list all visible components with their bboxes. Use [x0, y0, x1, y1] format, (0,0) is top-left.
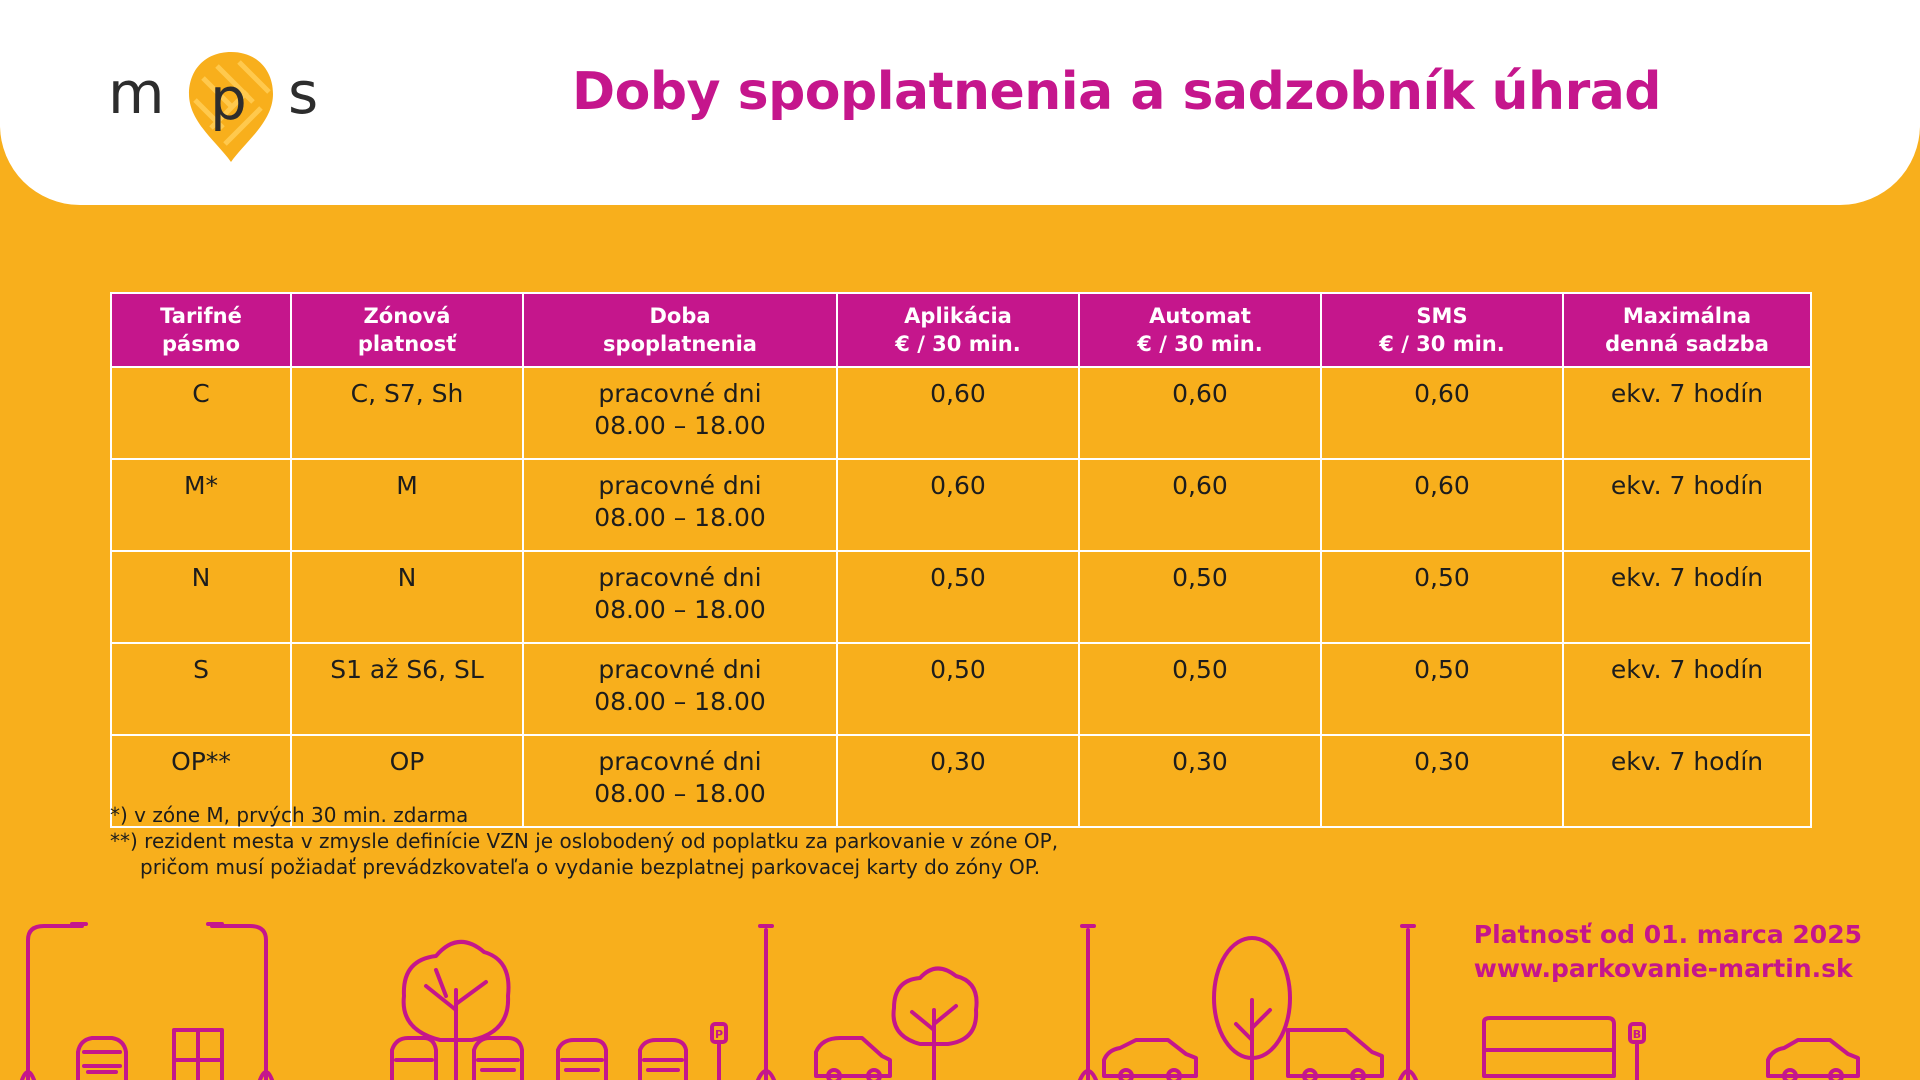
- logo-letter-s: s: [288, 59, 319, 127]
- cell-machine-price: 0,50: [1079, 643, 1321, 735]
- page-title: Doby spoplatnenia a sadzobník úhrad: [572, 62, 1662, 122]
- logo-letter-p: p: [210, 65, 247, 133]
- cell-zone: C: [111, 367, 291, 459]
- table-row: [111, 643, 1811, 735]
- footnote-zone-m: *) v zóne M, prvých 30 min. zdarma: [110, 803, 469, 827]
- column-header-tariff-zone: Tarifné pásmo: [111, 293, 291, 367]
- cell-sms-price: 0,60: [1321, 367, 1563, 459]
- car-front-icon: [558, 1040, 606, 1080]
- table-row: [111, 459, 1811, 551]
- cell-max-daily: ekv. 7 hodín: [1563, 551, 1811, 643]
- tree-icon: [894, 968, 977, 1080]
- cell-sms-price: 0,30: [1321, 735, 1563, 827]
- column-header-app-price: Aplikácia € / 30 min.: [837, 293, 1079, 367]
- cell-zone: M*: [111, 459, 291, 551]
- cell-validity: C, S7, Sh: [291, 367, 523, 459]
- car-side-icon: [1104, 1040, 1196, 1080]
- tariff-table: [110, 292, 1812, 828]
- column-header-max-daily: Maximálna denná sadzba: [1563, 293, 1811, 367]
- cell-machine-price: 0,30: [1079, 735, 1321, 827]
- cell-sms-price: 0,50: [1321, 551, 1563, 643]
- cell-max-daily: ekv. 7 hodín: [1563, 735, 1811, 827]
- column-header-charging-period: Doba spoplatnenia: [523, 293, 837, 367]
- column-header-machine-price: Automat € / 30 min.: [1079, 293, 1321, 367]
- validity-date: Platnosť od 01. marca 2025: [1473, 920, 1862, 949]
- table-row: [111, 551, 1811, 643]
- cell-period: pracovné dni 08.00 – 18.00: [523, 367, 837, 459]
- cell-app-price: 0,60: [837, 367, 1079, 459]
- cell-zone: N: [111, 551, 291, 643]
- car-front-icon: [392, 1038, 436, 1080]
- car-side-icon: [1768, 1040, 1858, 1080]
- logo-letter-m: m: [108, 59, 165, 127]
- table-header-row: [111, 293, 1811, 367]
- cell-sms-price: 0,60: [1321, 459, 1563, 551]
- cell-period: pracovné dni 08.00 – 18.00: [523, 643, 837, 735]
- footnote-zone-op-continued: pričom musí požiadať prevádzkovateľa o vydanie bezplatnej parkovacej karty do zóny OP.: [140, 855, 1041, 879]
- cell-period: pracovné dni 08.00 – 18.00: [523, 459, 837, 551]
- bus-stop-sign-letter: B: [1632, 1028, 1642, 1041]
- cell-max-daily: ekv. 7 hodín: [1563, 643, 1811, 735]
- column-header-sms-price: SMS € / 30 min.: [1321, 293, 1563, 367]
- cell-app-price: 0,50: [837, 551, 1079, 643]
- cell-validity: N: [291, 551, 523, 643]
- street-lamp-icon: [758, 926, 774, 1080]
- cell-validity: OP: [291, 735, 523, 827]
- cell-validity: S1 až S6, SL: [291, 643, 523, 735]
- cell-validity: M: [291, 459, 523, 551]
- car-side-icon: [1288, 1030, 1382, 1080]
- footnotes: [110, 802, 1058, 880]
- cell-zone: S: [111, 643, 291, 735]
- street-lamp-icon: [1400, 926, 1416, 1080]
- car-front-icon: [474, 1038, 522, 1080]
- table-row: [111, 367, 1811, 459]
- cell-period: pracovné dni 08.00 – 18.00: [523, 735, 837, 827]
- mps-logo: [108, 48, 330, 168]
- footnote-zone-op: **) rezident mesta v zmysle definície VZN je oslobodený od poplatku za parkovanie v zóne OP,: [110, 829, 1059, 853]
- cell-machine-price: 0,60: [1079, 459, 1321, 551]
- cell-zone: OP**: [111, 735, 291, 827]
- car-front-icon: [78, 1038, 126, 1080]
- cell-period: pracovné dni 08.00 – 18.00: [523, 551, 837, 643]
- street-illustration: [0, 900, 1920, 1080]
- cell-machine-price: 0,60: [1079, 367, 1321, 459]
- car-side-icon: [816, 1038, 890, 1080]
- cell-max-daily: ekv. 7 hodín: [1563, 367, 1811, 459]
- website-link[interactable]: www.parkovanie-martin.sk: [1473, 954, 1853, 983]
- car-front-icon: [640, 1040, 686, 1080]
- cell-max-daily: ekv. 7 hodín: [1563, 459, 1811, 551]
- street-lamp-icon: [1080, 926, 1096, 1080]
- cell-machine-price: 0,50: [1079, 551, 1321, 643]
- cell-app-price: 0,60: [837, 459, 1079, 551]
- cell-app-price: 0,50: [837, 643, 1079, 735]
- van-back-icon: [174, 1030, 222, 1080]
- cell-sms-price: 0,50: [1321, 643, 1563, 735]
- tree-icon: [1214, 938, 1290, 1080]
- cell-app-price: 0,30: [837, 735, 1079, 827]
- street-lamp-icon: [208, 924, 272, 1080]
- parking-sign-letter: P: [714, 1028, 724, 1041]
- header-banner: [0, 0, 1920, 205]
- bus-icon: [1484, 1018, 1614, 1076]
- column-header-zone-validity: Zónová platnosť: [291, 293, 523, 367]
